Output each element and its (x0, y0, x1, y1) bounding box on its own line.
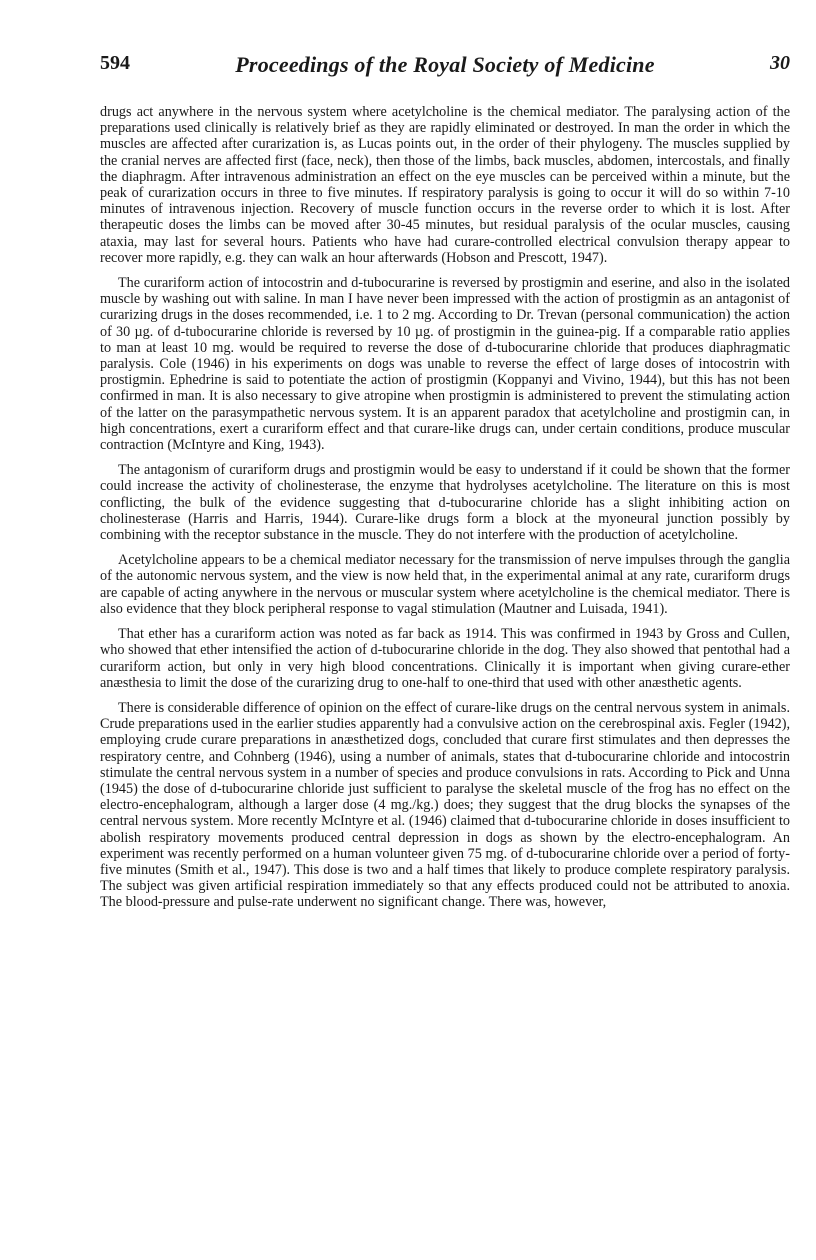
paragraph-4: Acetylcholine appears to be a chemical mediator necessary for the transmission of nerve impulses through the ganglia of the autonomic nervous system, and the view is now held that, in the experimental animal at any rate, curariform drugs are capable of acting anywhere in the nervous or muscular system where acetylcholine is the chemical mediator. There is also evidence that they block peripheral response to vagal stimulation (Mautner and Luisada, 1941). (100, 552, 790, 617)
running-header (100, 52, 790, 82)
paragraph-6: There is considerable difference of opinion on the effect of curare-like drugs on the central nervous system in animals. Crude preparations used in the earlier studies apparently had a convulsive action on the cerebrospinal axis. Fegler (1942), employing crude curare preparations in anæsthetized dogs, concluded that curare first stimulates and then depresses the respiratory centre, and Cohnberg (1946), using a number of animals, states that d-tubocurarine chloride and intocostrin stimulate the central nervous system in a number of species and produce convulsions in rats. According to Pick and Unna (1945) the dose of d-tubocurarine chloride just sufficient to paralyse the skeletal muscle of the frog has no effect on the electro-encephalogram, although a larger dose (4 mg./kg.) does; they suggest that the drug blocks the synapses of the central nervous system. More recently McIntyre et al. (1946) claimed that d-tubocurarine chloride in doses insufficient to abolish respiratory movements produced central depression in dogs as shown by the electro-encephalogram. An experiment was recently performed on a human volunteer given 75 mg. of d-tubocurarine chloride over a period of forty-five minutes (Smith et al., 1947). This dose is two and a half times that likely to produce complete respiratory paralysis. The subject was given artificial respiration immediately so that any effects produced could not be attributed to anoxia. The blood-pressure and pulse-rate underwent no significant change. There was, however, (100, 699, 790, 911)
journal-title: Proceedings of the Royal Society of Medicine (235, 52, 655, 77)
article-body (100, 104, 790, 920)
paragraph-1: drugs act anywhere in the nervous system where acetylcholine is the chemical mediator. The paralysing action of the preparations used clinically is relatively brief as they are rapidly eliminated or destroyed. In man the order in which the muscles are affected after curarization is, as Lucas points out, in the order of their phylogeny. The muscles supplied by the cranial nerves are affected first (face, neck), then those of the limbs, back muscles, abdomen, intercostals, and finally the diaphragm. After intravenous administration an effect on the eye muscles can be perceived within a minute, but the peak of curarization occurs in three to five minutes. If respiratory paralysis is going to occur it will do so within 7-10 minutes of intravenous injection. Recovery of muscle function occurs in the reverse order to which it is lost. After therapeutic doses the limbs can be moved after 30-45 minutes, but residual paralysis of the ocular muscles, causing ataxia, may last for several hours. Patients who have had curare-controlled electrical convulsion therapy appear to recover more rapidly, e.g. they can walk an hour afterwards (Hobson and Prescott, 1947). (100, 104, 790, 266)
paragraph-5: That ether has a curariform action was noted as far back as 1914. This was confirmed in 1943 by Gross and Cullen, who showed that ether intensified the action of d-tubocurarine chloride in the dog. They also showed that pentothal had a curariform action, but only in very high blood concentrations. Clinically it is important when giving curare-ether anæsthesia to limit the dose of the curarizing drug to one-half to one-third that used with other anæsthetic agents. (100, 626, 790, 691)
page-number: 594 (100, 52, 130, 74)
paragraph-3: The antagonism of curariform drugs and prostigmin would be easy to understand if it could be shown that the former could increase the activity of cholinesterase, the enzyme that hydrolyses acetylcholine. The literature on this is most conflicting, the bulk of the evidence suggesting that d-tubocurarine chloride has a slight inhibiting action on cholinesterase (Harris and Harris, 1944). Curare-like drugs form a block at the myoneural junction possibly by combining with the receptor substance in the muscle. They do not interfere with the production of acetylcholine. (100, 462, 790, 544)
volume-number: 30 (770, 52, 790, 74)
paragraph-2: The curariform action of intocostrin and d-tubocurarine is reversed by prostigmin and eserine, and also in the isolated muscle by washing out with saline. In man I have never been impressed with the action of prostigmin as an antagonist of curarizing drugs in the doses recommended, i.e. 1 to 2 mg. According to Dr. Trevan (personal communication) the action of 30 µg. of d-tubocurarine chloride is reversed by 10 µg. of prostigmin in the guinea-pig. If a comparable ratio applies to man at least 10 mg. would be required to reverse the dose of d-tubocurarine chloride that produces diaphragmatic paralysis. Cole (1946) in his experiments on dogs was unable to reverse the effect of large doses of intocostrin with prostigmin. Ephedrine is said to potentiate the action of prostigmin (Koppanyi and Vivino, 1944), but this has not been confirmed in man. It is also necessary to give atropine when prostigmin is administered to prevent the stimulating action of the latter on the parasympathetic nervous system. It is an apparent paradox that acetylcholine and prostigmin can, in high concentrations, exert a curariform effect and that curare-like drugs can, under certain conditions, produce muscular contraction (McIntyre and King, 1943). (100, 275, 790, 454)
